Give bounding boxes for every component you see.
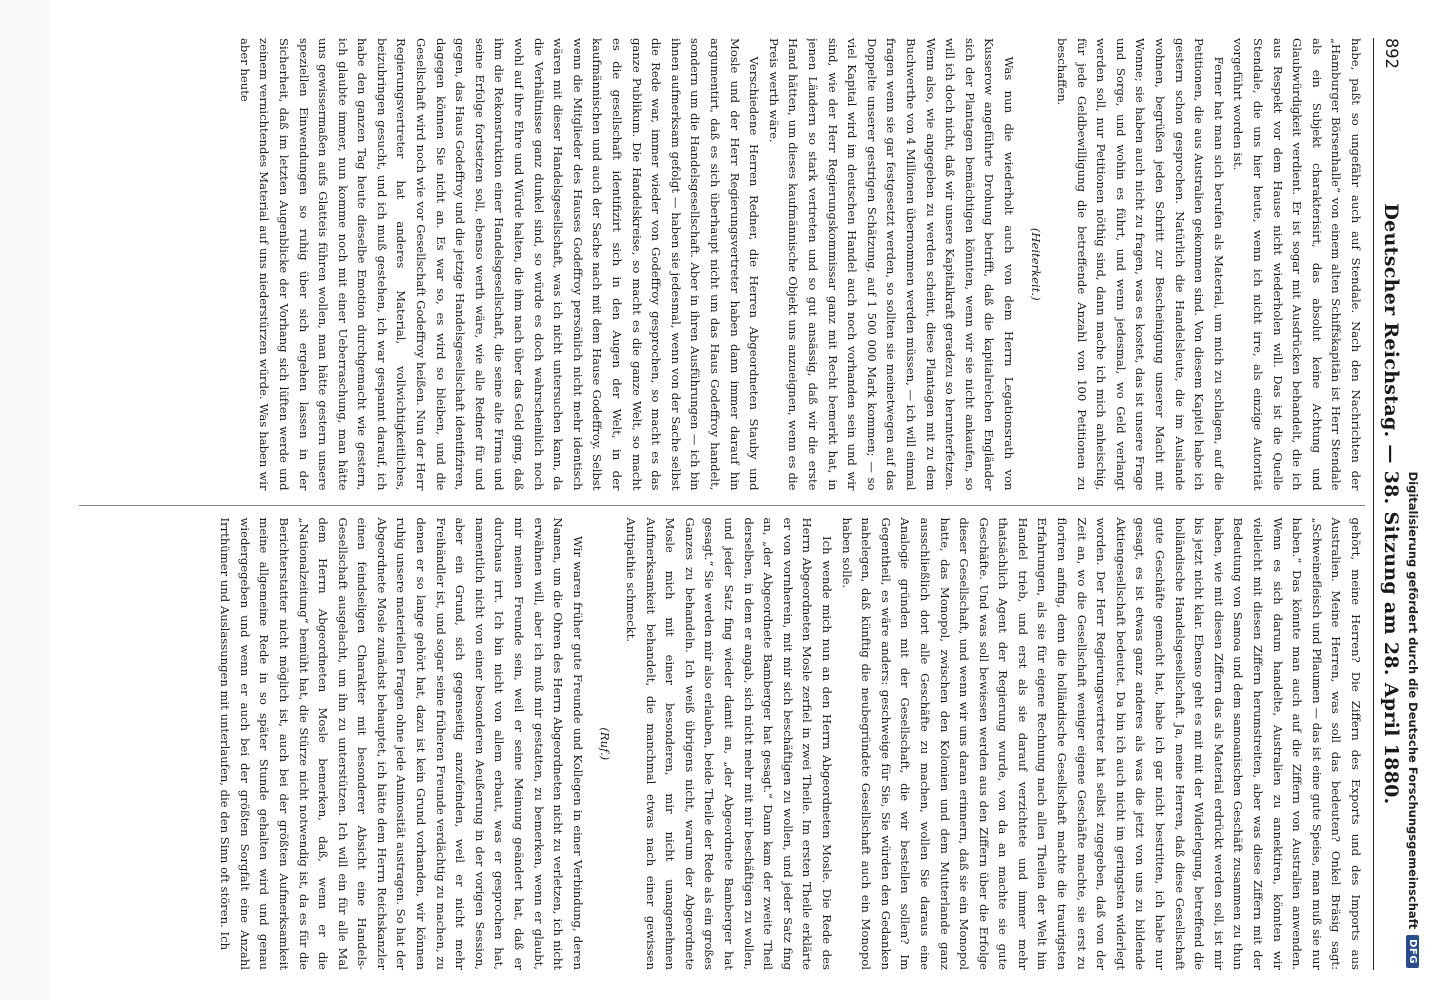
paragraph: Ferner hat man sich berufen als Material, um mich zu schlagen, auf die Petitionen, die aus Australien gekommen sind. Von diesem Kapitel habe ich gestern schon gesprochen. Natürlich die Handelsleute, die im Auslande wohnen, begrüßen jeden Schritt zur Bescheinigung unserer Macht mit Wonne; sie haben auch nicht zu fragen, was es kostet, das ist unsere Frage und Sorge, und wohin es führt, und wenn jedesmal, wo Geld verlangt werden soll, nur Petitionen nöthig sind, dann mache ich mich anheischig, für jede Geldbewilligung die betreffende Anzahl von 100 Petitionen zu beschaffen.	[1055, 38, 1226, 491]
dfg-logo: DFG	[1407, 935, 1420, 968]
paragraph: Ich wende mich nun an den Herrn Abgeordneten Mosle. Die Rede des Herrn Abgeordneten Mosle zerfiel in zwei Theile. Im ersten Theile erklärte er von vornherein, mit mir sich beschäftigen zu wollen, und jeder Satz fing an, „der Abgeordnete Bamberger hat gesagt.“ Dann kam der zweite Theil derselben, in dem er angab, sich nicht mehr mit mir beschäftigen zu wollen, und jeder Satz fing wieder damit an, „der Abgeordnete Bamberger hat gesagt.“ Sie werden mir also erlauben, beide Theile der Rede als ein großes Ganzes zu behandeln. Ich weiß übrigens nicht, warum der Abgeordnete Mosle mich mit einer besonderen, mir nicht unangenehmen Aufmerksamkeit behandelt, die manchmal etwas nach einer gewissen Antipathie schmeckt.	[624, 517, 834, 970]
paragraph: Was nun die wiederholt auch von dem Herrn Legationsrath von Kusserow angeführte Drohung betrifft, daß die kapitalreichen Engländer sich der Plantagen bemächtigen könnten, wenn wir sie nicht ankaufen, so will ich doch nicht, daß wir unsere Kapitalkraft geradezu so herunterfetzen. Wenn also, wie angegeben zu werden scheint, diese Plantagen mit zu dem Buchwerthe von 4 Millionen übernommen werden müssen, — ich will einmal fragen wenn sie gar festgesetzt werden, so sollten sie meinetwegen auf das Doppelte unserer gestrigen Schätzung, auf 1 500 000 Mark kommen; — so viel Kapital wird im deutschen Handel auch noch vorhanden sein und wir sind, wie der Herr Regierungskommissar ganz mit Recht bemerkt hat, in jenen Ländern so stark vertreten und so gut ansässig, daß wir die erste Hand hätten, um dieses kaufmännische Objekt uns anzueignen, wenn es die Preis werth wäre.	[766, 38, 1016, 491]
page-number: 892	[1381, 38, 1401, 69]
paragraph: Verschiedene Herren Redner, die Herren Abgeordneten Stauby und Mosle und der Herr Regierungsvertreter haben dann immer darauf hin argumentirt, daß es sich überhaupt nicht um das Haus Godeffroy handelt, sondern um die Handelsgesellschaft. Aber in ihren Ausführungen — ich bin ihnen aufmerksam gefolgt — haben sie jedesmal, wenn von der Sache selbst die Rede war, immer wieder von Godeffroy gesprochen, so macht es das ganze Publikum. Die Handelskreise, so macht es die ganze Welt, so macht es die gesellschaft identifizirt sich in den Augen der Welt, in der kaufmännischen und auch der Sache nach mit dem Hause Godeffroy. Selbst wenn die Mitglieder des Hauses Godeffroy persönlich nicht mehr identisch wären mit dieser Handelsgesellschaft, was ich nicht untersuchen kann, da die Verhältnisse ganz dunkel sind, so würde es doch wahrscheinlich noch wohl auf ihre Ehre und Würde halten, die ihm nach über das Geld ging, daß ihm die Rekonstruktion einer Handelsgesellschaft, die seine alte Firma und seine Erfolge fortsetzen soll, ebenso werth wäre, wie alle Redner für und gegen, das Haus Godeffroy und die jetzige Handelsgesellschaft identifiziren, dagegen können Sie nicht an. Es war so, es wird so bleiben, und die Gesellschaft wird noch wie vor Gesellschaft Godeffroy heißen. Nun der Herr Regierungsvertreter hat anderes Material, vollwichtigkeitliches, beizubringen gesucht, und ich muß gestehen, ich war gespannt darauf, ich habe den ganzen Tag heute dieselbe Emotion durchgemacht wie gestern, ich glaubte immer, nun komme noch mit einer Ueberraschung, man hätte uns gewissermaßen aufs Glatteis führen wollen, man hätte gestern unsere speziellen Einwendungen so ruhig über sich ergehen lassen in der Sicherheit, daß im letzten Augenblicke der Vorhang sich lüften werde und zeinem vernichtendes Material auf uns niederstürzen würde. Was haben wir aber heute	[237, 38, 762, 491]
credit-text: Digitalisierung gefördert durch die Deutsche Forschungsgemeinschaft	[1406, 471, 1420, 930]
paragraph: Wir waren früher gute Freunde und Kollegen in einer Verbindung, deren Namen, um die Ohren des Herrn Abgeordneten nicht zu verletzen, ich nicht erwähnen will, aber ich muß mir gestatten, zu bemerken, wenn er glaubt, mir meinen Freunde sein, weil er seine Meinung geändert hat, daß er durchaus irrt. Ich bin nicht von allem erbaut, was er gesprochen hat, namentlich nicht von einer besonderen Aeußerung in der vorigen Session, aber ein Grund, sich gegenseitig anzufeinden, weil er nicht mehr Freihändler ist, und sogar seine früheren Freunde verdächtig zu machen, zu denen er so lange gehört hat, dazu ist kein Grund vorhanden, wir können ruhig unsere materiellen Fragen ohne jede Animosität austragen. So hat der Abgeordnete Mosle zunächst behauptet, ich hätte dem Herrn Reichskanzler einen feindseligen Charakter mit besonderer Absicht eine Handels-Gesellschaft ausgelacht, um ihn zu unterstützen. Ich will ein für alle Mal dem Herrn Abgeordneten Mosle bemerken, daß, wenn er die „Nationalzeitung“ bemüht hat, die Stürze nicht notwendig ist, da es für die Berichterstatter nicht möglich ist, auch bei der größten Aufmerksamkeit meine allgemeine Rede in so später Stunde gehalten wird und genau wiedergegeben und wenn er auch bei der größten Sorgfalt eine Anzahl Irrthümer und Auslassungen mit unterlaufen, die den Sinn oft stören. Ich	[218, 517, 585, 970]
scanned-page	[50, 0, 1432, 1000]
column-left	[79, 38, 1365, 491]
text-columns	[79, 38, 1365, 970]
paragraph: habe, paßt so ungefähr auch auf Stendale. Nach den Nachrichten der „Hamburger Börsenhalle“ von einem alten Schiffskapitän ist Herr Stendale als ein Subjekt charakterisirt, das absolut keine Achtung und Glaubwürdigkeit verdient. Er ist sogar mit Ausdrücken behandelt, die ich aus Respekt vor dem Hause nicht wiederholen will. Das ist die Quelle Stendale, die uns hier heute, wenn ich nicht irre, als einzige Autorität vorgeführt worden ist.	[1231, 38, 1363, 491]
column-right	[79, 505, 1365, 971]
running-title: Deutscher Reichstag. — 38. Sitzung am 28. April 1880.	[1380, 203, 1402, 805]
digitization-credit	[1395, 0, 1431, 1000]
paragraph: gehört, meine Herren? Die Ziffern des Exports und des Imports aus Australien. Meine Herren, was soll das bedeuten? Onkel Bräsig sagt: „Schweinefleisch und Pflaumen — das ist eine gute Speise, man muß sie nur haben.“ Das könnte man auch auf die Ziffern von Australien anwenden. Wenn es sich darum handelte, Australien zu annektiren, könnten wir vielleicht mit diesen Ziffern herumstreiten, aber was diese Ziffern mit der Bedeutung von Samoa und dem samoanischen Geschäft zusammen zu thun haben, wie mit diesen Ziffern das als Material erdrückt werden soll, ist mir bis jetzt nicht klar. Ebenso geht es mit mit der Widerlegung, betreffend die holländische Handelsgesellschaft. Ja, meine Herren, daß diese Gesellschaft gute Geschäfte gemacht hat, habe ich gar nicht bestritten, ich habe nur gesagt, es ist etwas ganz anderes als was die jetzt von uns zu bildende Aktiengesellschaft bedeutet. Da bin ich auch nicht im geringsten widerlegt worden. Der Herr Regierungsvertreter hat selbst zugegeben, daß von der Zeit an, wo die Gesellschaft weniger eigene Geschäfte machte, sie erst zu floriren anfing, denn die holländische Gesellschaft machte die traurigsten Erfahrungen, als sie für eigene Rechnung nach allen Theilen der Welt hin Handel trieb, und erst als sie darauf verzichtete und immer mehr thatsächlich Agent der Regierung wurde, von da an machte sie gute Geschäfte. Und was soll bewiesen werden aus den Ziffern über die Erfolge dieser Gesellschaft, und wenn wir uns daran erinnern, daß sie ein Monopol hatte, das Monopol, zwischen den Kolonien und dem Mutterlande ganz ausschließlich dort alle Geschäfte zu machen, wollen Sie daraus eine Analogie gründen mit der Gesellschaft, die wir bestellen sollen? Im Gegentheil, es wäre anders: geschweige für Sie, Sie würden den Gedanken nahelegen, daß künftig die neubegründete Gesellschaft auch ein Monopol haben solle.	[839, 517, 1363, 970]
stage-direction: (Ruf.)	[598, 727, 613, 761]
stage-direction: (Heiterkeit.)	[1029, 227, 1044, 301]
